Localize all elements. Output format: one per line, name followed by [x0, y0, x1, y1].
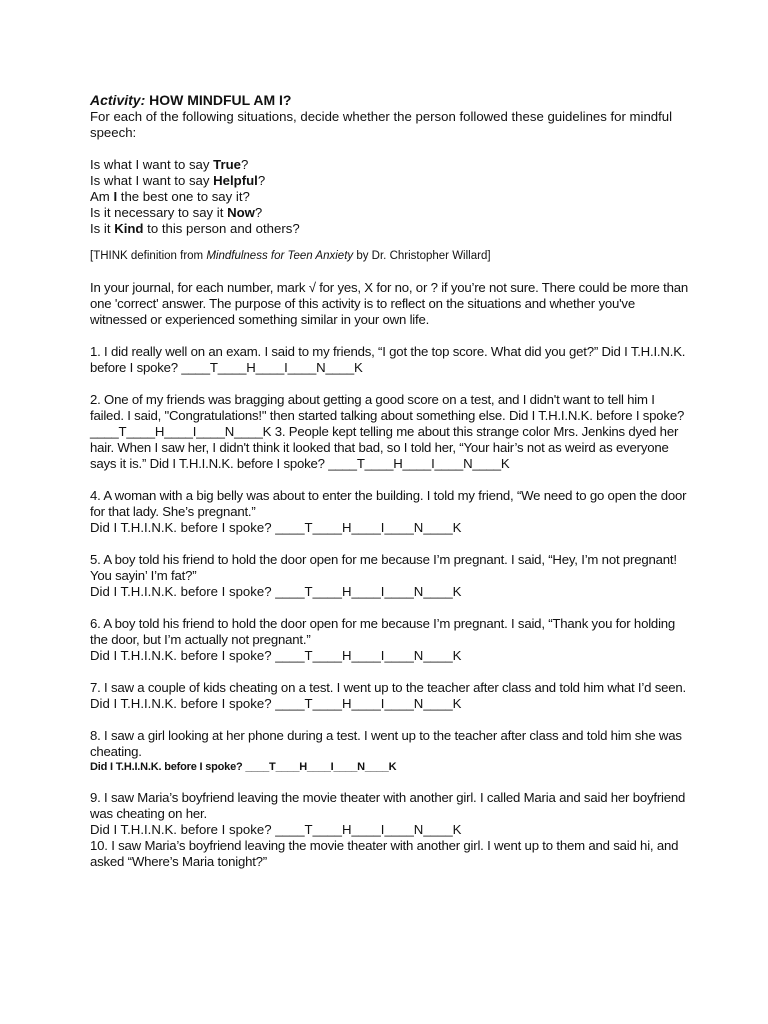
activity-title — [90, 92, 690, 109]
worksheet-page — [90, 92, 690, 870]
question-6-think: Did I T.H.I.N.K. before I spoke? ____T____H____I____N____K — [90, 648, 462, 663]
question-4 — [90, 488, 690, 536]
guideline-i: Am I the best one to say it? — [90, 189, 250, 204]
question-5-think: Did I T.H.I.N.K. before I spoke? ____T____H____I____N____K — [90, 584, 462, 599]
question-2-3: 2. One of my friends was bragging about getting a good score on a test, and I didn't want to tell him I failed. I said, "Congratulations!" then started talking about something else. Did I T.H.I.N.K. before I spoke? ____T____H____I____N____K 3. People kept telling me about this strange color Mrs. Jenkins dyed her hair. When I saw her, I didn't think it looked that bad, so I told her, “Your hair’s not as weird as everyone says it is.” Did I T.H.I.N.K. before I spoke? ____T____H____I____N____K — [90, 392, 685, 471]
instructions-paragraph: In your journal, for each number, mark √ for yes, X for no, or ? if you’re not sure. There could be more than one 'correct' answer. The purpose of this activity is to reflect on the situations and whether you've witnessed or experienced something similar in your own life. — [90, 280, 688, 327]
question-8-text: 8. I saw a girl looking at her phone during a test. I went up to the teacher after class and told him she was cheating. — [90, 728, 682, 759]
activity-label: Activity: — [90, 92, 146, 108]
source-citation: [THINK definition from Mindfulness for Teen Anxiety by Dr. Christopher Willard] — [90, 250, 491, 262]
guideline-kind: Is it Kind to this person and others? — [90, 221, 300, 236]
question-9-text: 9. I saw Maria’s boyfriend leaving the movie theater with another girl. I called Maria and said her boyfriend was cheating on her. — [90, 790, 686, 821]
question-5-text: 5. A boy told his friend to hold the door open for me because I’m pregnant. I said, “Hey, I’m not pregnant! You sayin’ I’m fat?” — [90, 552, 677, 583]
question-7 — [90, 680, 690, 712]
question-7-text: 7. I saw a couple of kids cheating on a test. I went up to the teacher after class and told him what I’d seen. — [90, 680, 686, 695]
question-6-text: 6. A boy told his friend to hold the door open for me because I’m pregnant. I said, “Thank you for holding the door, but I’m actually not pregnant.” — [90, 616, 676, 647]
guideline-now: Is it necessary to say it Now? — [90, 205, 263, 220]
question-4-text: 4. A woman with a big belly was about to enter the building. I told my friend, “We need to go open the door for that lady. She’s pregnant.” — [90, 488, 687, 519]
guideline-true: Is what I want to say True? — [90, 157, 249, 172]
question-6 — [90, 616, 690, 664]
question-1: 1. I did really well on an exam. I said to my friends, “I got the top score. What did you get?” Did I T.H.I.N.K. before I spoke? ____T____H____I____N____K — [90, 344, 686, 375]
question-7-think: Did I T.H.I.N.K. before I spoke? ____T____H____I____N____K — [90, 696, 462, 711]
question-8 — [90, 728, 690, 774]
question-10: 10. I saw Maria’s boyfriend leaving the movie theater with another girl. I went up to them and said hi, and asked “Where’s Maria tonight?” — [90, 838, 679, 869]
question-9-think: Did I T.H.I.N.K. before I spoke? ____T____H____I____N____K — [90, 822, 462, 837]
question-9 — [90, 790, 690, 838]
question-8-think: Did I T.H.I.N.K. before I spoke? ____T____H____I____N____K — [90, 761, 397, 773]
intro-paragraph: For each of the following situations, decide whether the person followed these guidelines for mindful speech: — [90, 109, 673, 140]
question-5 — [90, 552, 690, 600]
guidelines-list — [90, 157, 690, 237]
guideline-helpful: Is what I want to say Helpful? — [90, 173, 266, 188]
activity-heading: HOW MINDFUL AM I? — [149, 92, 292, 108]
question-4-think: Did I T.H.I.N.K. before I spoke? ____T____H____I____N____K — [90, 520, 462, 535]
